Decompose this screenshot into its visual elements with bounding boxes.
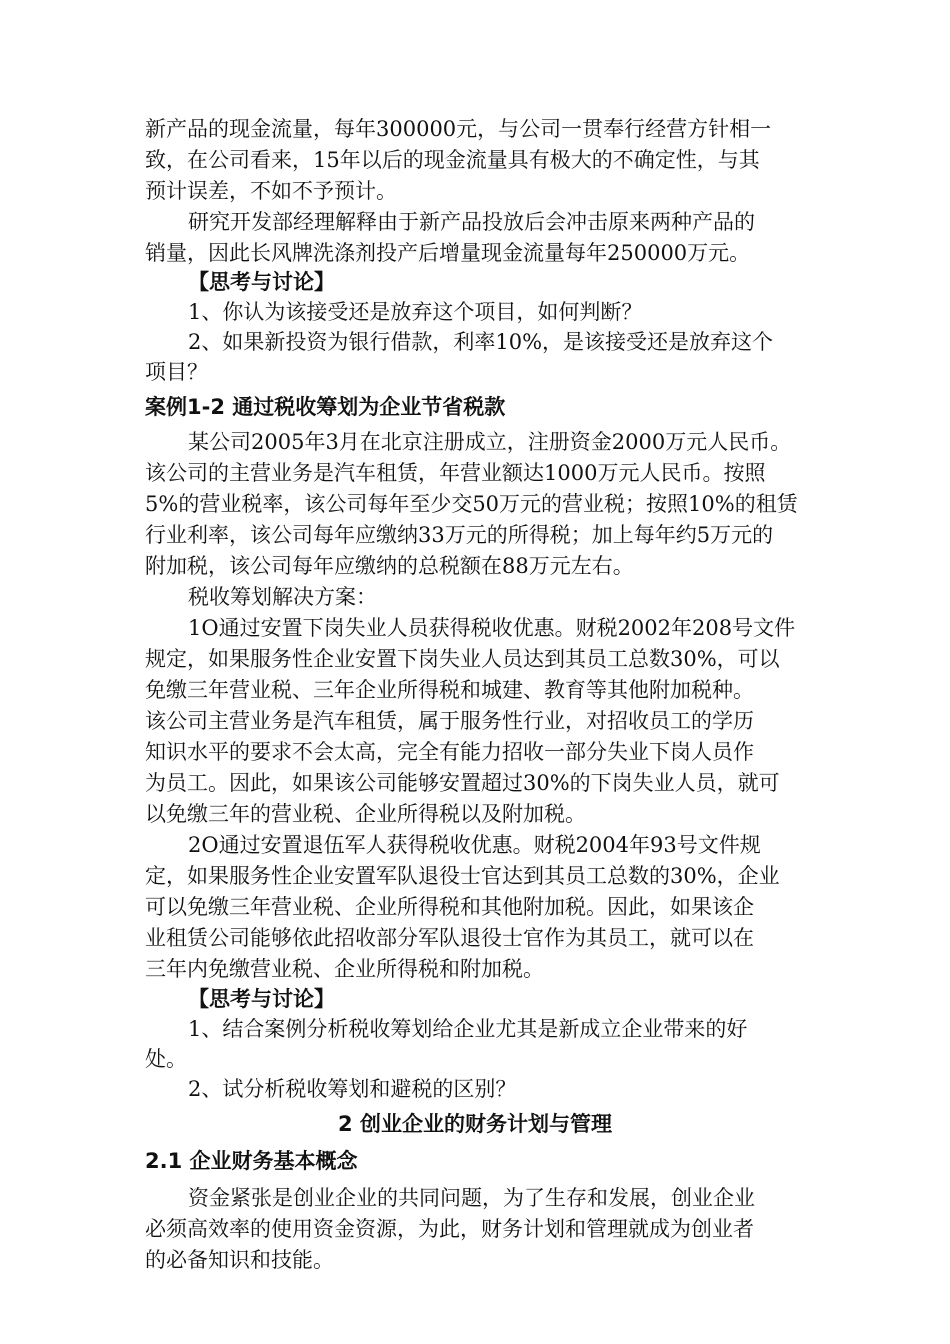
paragraph-line: 知识水平的要求不会太高，完全有能力招收一部分失业下岗人员作 <box>145 740 754 764</box>
paragraph-line: 该公司的主营业务是汽车租赁，年营业额达1000万元人民币。按照 <box>145 461 766 485</box>
discussion-heading: 【思考与讨论】 <box>188 987 335 1011</box>
paragraph-line: 可以免缴三年营业税、企业所得税和其他附加税。因此，如果该企 <box>145 895 754 919</box>
paragraph-line: 附加税，该公司每年应缴纳的总税额在88万元左右。 <box>145 554 634 578</box>
paragraph-line: 预计误差，不如不予预计。 <box>145 179 397 203</box>
paragraph-line: 的必备知识和技能。 <box>145 1248 334 1272</box>
paragraph-line: 规定，如果服务性企业安置下岗失业人员达到其员工总数30%，可以 <box>145 647 780 671</box>
section-heading: 2.1 企业财务基本概念 <box>145 1149 358 1173</box>
question-line: 2、如果新投资为银行借款，利率10%，是该接受还是放弃这个 <box>188 330 774 354</box>
question-line: 1、结合案例分析税收筹划给企业尤其是新成立企业带来的好 <box>188 1017 748 1041</box>
case-heading: 案例1-2 通过税收筹划为企业节省税款 <box>145 395 506 419</box>
paragraph-line: 该公司主营业务是汽车租赁，属于服务性行业，对招收员工的学历 <box>145 709 754 733</box>
paragraph-line: 业租赁公司能够依此招收部分军队退役士官作为其员工，就可以在 <box>145 926 754 950</box>
paragraph-line: 2O通过安置退伍军人获得税收优惠。财税2004年93号文件规 <box>188 833 761 857</box>
paragraph-line: 以免缴三年的营业税、企业所得税以及附加税。 <box>145 802 586 826</box>
paragraph-line: 致，在公司看来，15年以后的现金流量具有极大的不确定性，与其 <box>145 148 760 172</box>
question-line: 处。 <box>145 1047 187 1071</box>
discussion-heading: 【思考与讨论】 <box>188 270 335 294</box>
paragraph-line: 5%的营业税率，该公司每年至少交50万元的营业税；按照10%的租赁 <box>145 492 798 516</box>
paragraph-line: 1O通过安置下岗失业人员获得税收优惠。财税2002年208号文件 <box>188 616 796 640</box>
question-line: 2、试分析税收筹划和避税的区别？ <box>188 1077 517 1101</box>
question-line: 项目？ <box>145 360 208 384</box>
paragraph-line: 行业利率，该公司每年应缴纳33万元的所得税；加上每年约5万元的 <box>145 523 774 547</box>
paragraph-line: 税收筹划解决方案： <box>188 585 377 609</box>
paragraph-line: 某公司2005年3月在北京注册成立，注册资金2000万元人民币。 <box>188 430 792 454</box>
paragraph-line: 三年内免缴营业税、企业所得税和附加税。 <box>145 957 544 981</box>
paragraph-line: 销量，因此长风牌洗涤剂投产后增量现金流量每年250000万元。 <box>145 241 751 265</box>
chapter-heading: 2 创业企业的财务计划与管理 <box>338 1112 612 1136</box>
paragraph-line: 为员工。因此，如果该公司能够安置超过30%的下岗失业人员，就可 <box>145 771 780 795</box>
paragraph-line: 必须高效率的使用资金资源，为此，财务计划和管理就成为创业者 <box>145 1217 754 1241</box>
paragraph-line: 定，如果服务性企业安置军队退役士官达到其员工总数的30%，企业 <box>145 864 780 888</box>
paragraph-line: 研究开发部经理解释由于新产品投放后会冲击原来两种产品的 <box>188 210 755 234</box>
paragraph-line: 资金紧张是创业企业的共同问题，为了生存和发展，创业企业 <box>188 1186 755 1210</box>
paragraph-line: 新产品的现金流量，每年300000元，与公司一贯奉行经营方针相一 <box>145 117 772 141</box>
paragraph-line: 免缴三年营业税、三年企业所得税和城建、教育等其他附加税种。 <box>145 678 754 702</box>
question-line: 1、你认为该接受还是放弃这个项目，如何判断？ <box>188 300 643 324</box>
